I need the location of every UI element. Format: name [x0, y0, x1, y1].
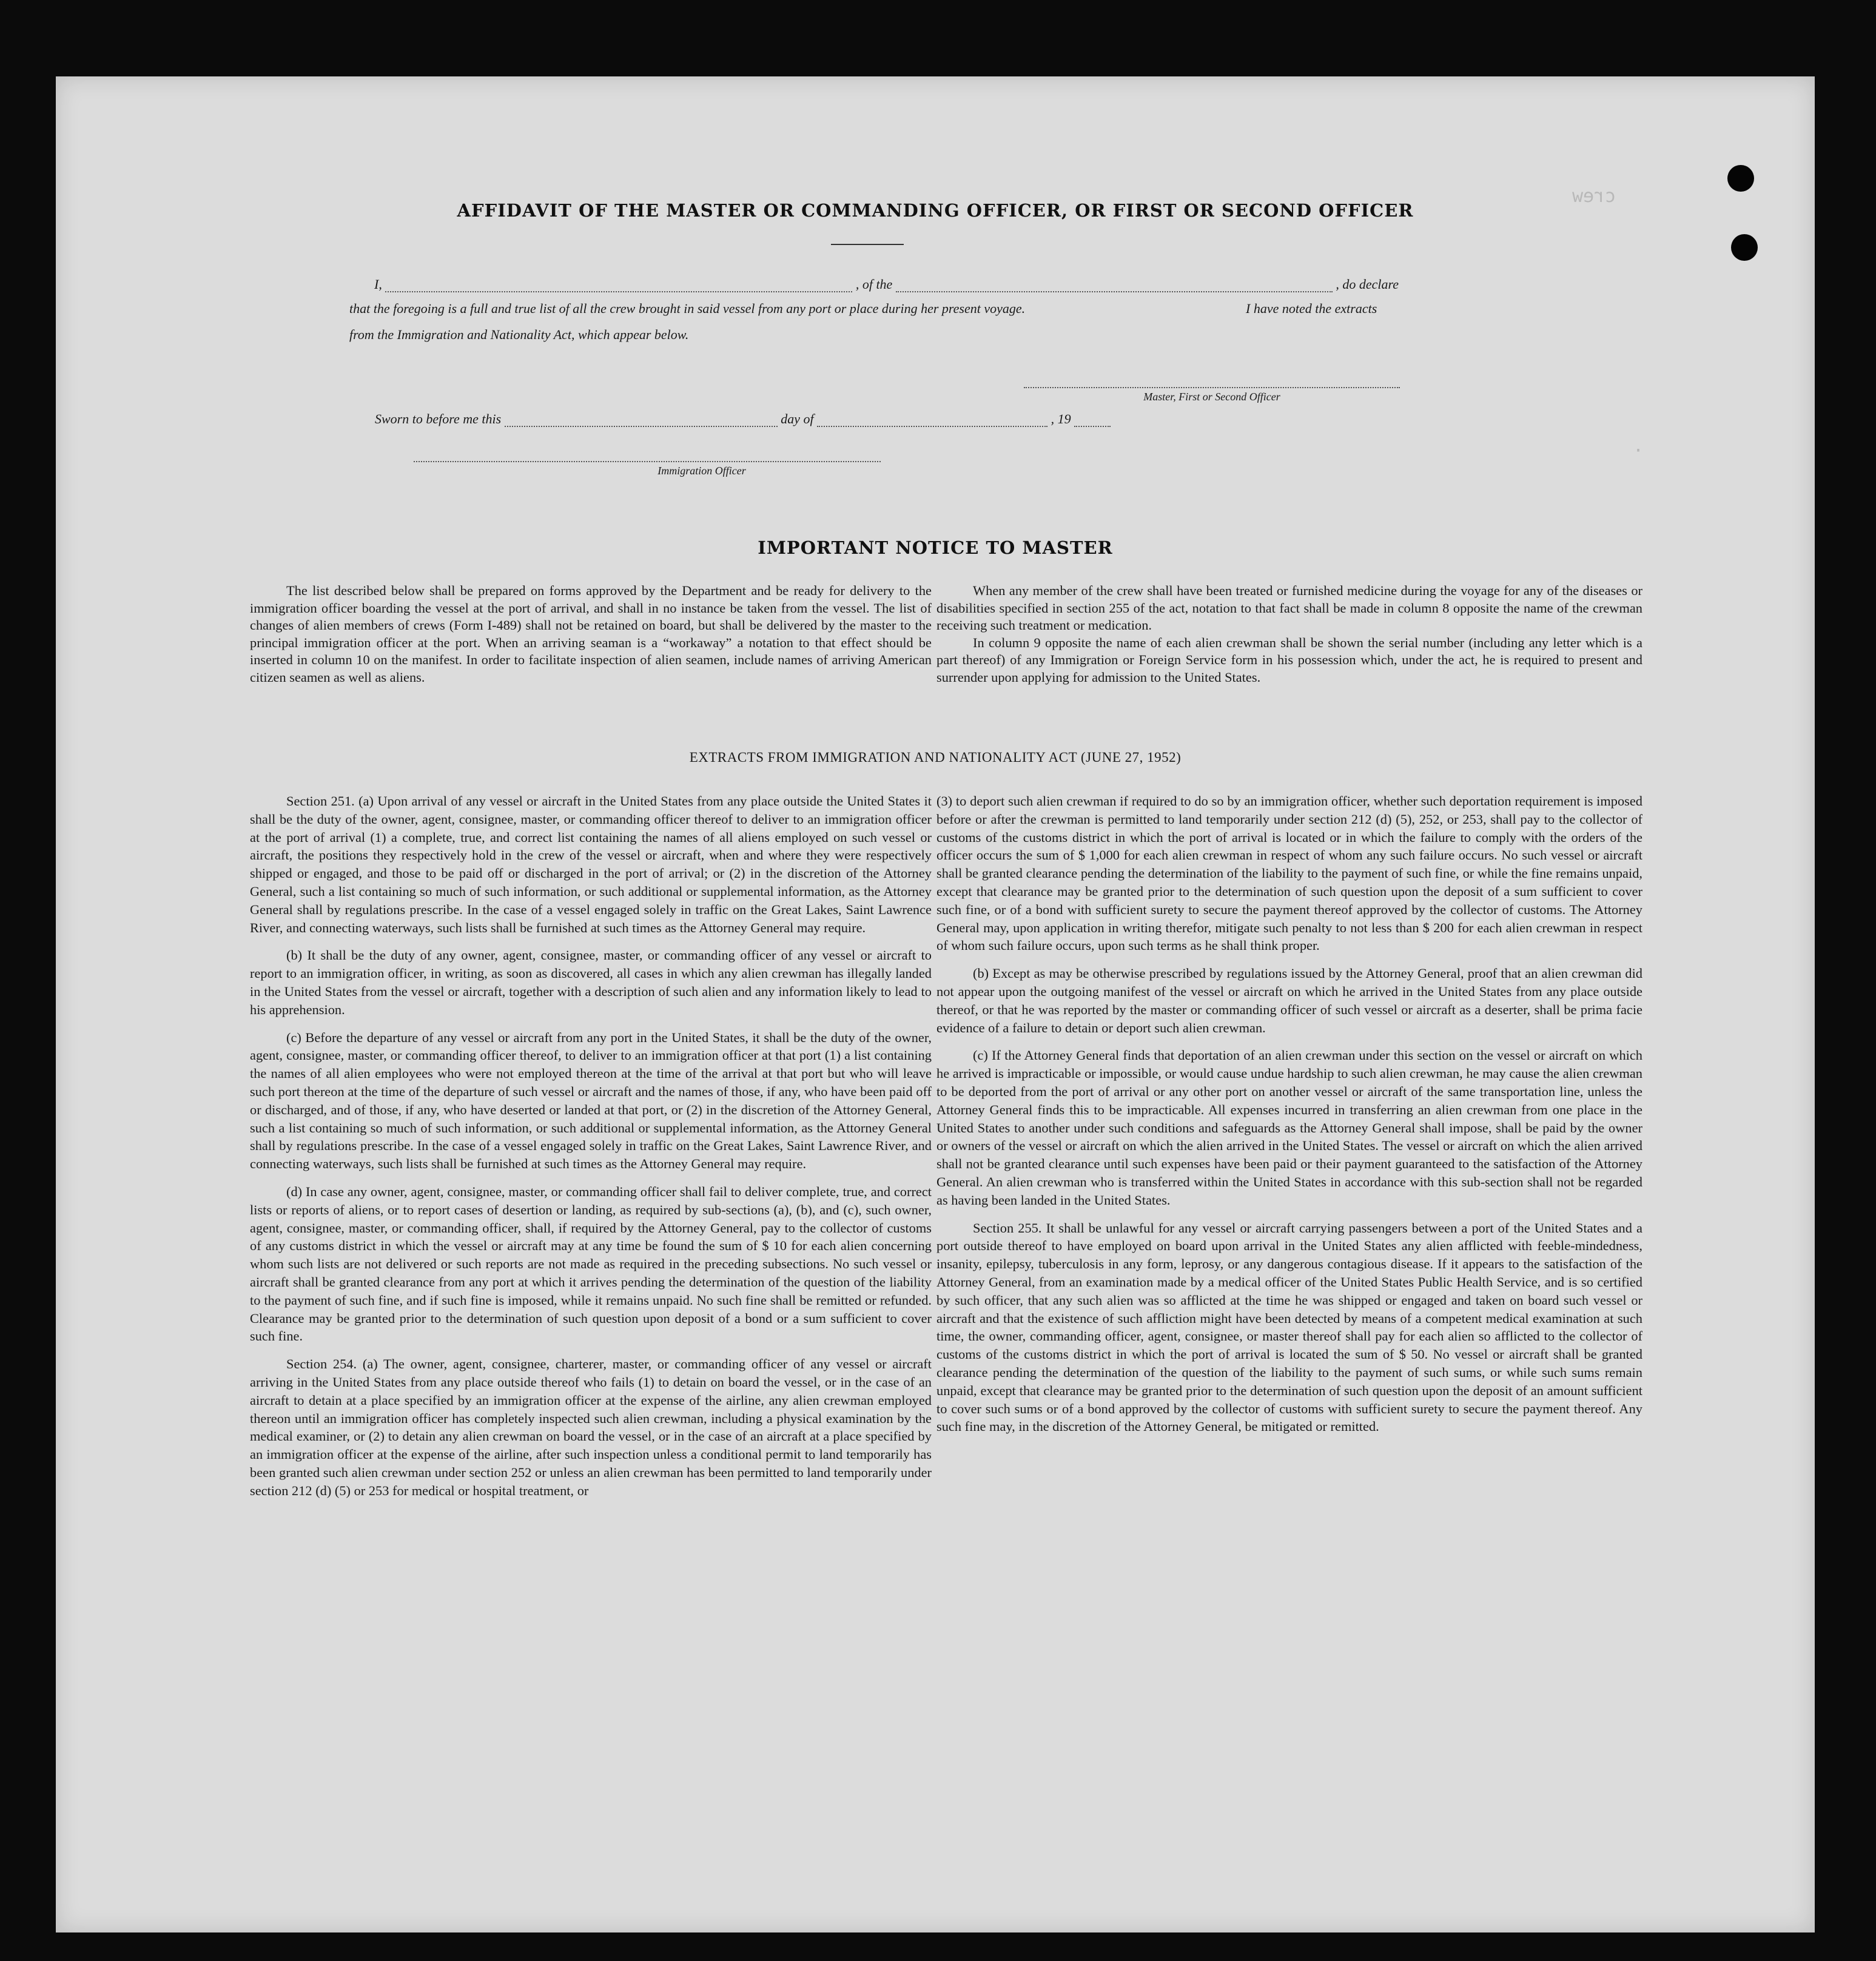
section-251-a: Section 251. (a) Upon arrival of any vessel or aircraft in the United States from any place outside the United States it shall be the duty of the owner, agent, consignee, master, or commanding officer thereof to deliver to an immigration officer at the port of arrival (1) a complete, true, and correct list containing the names of all aliens employed on such vessel or aircraft, the positions they respectively hold in the crew of the vessel or aircraft, when and where they were respectively shipped or engaged, and those to be paid off or discharged in the port of arrival; or (2) in the discretion of the Attorney General, such a list containing so much of such information, or such additional or supplemental information, as the Attorney General shall by regulations prescribe. In the case of a vessel engaged solely in traffic on the Great Lakes, Saint Lawrence River, and connecting waterways, such lists shall be furnished at such times as the Attorney General may require. — [250, 793, 932, 935]
declaration-line-1: that the foregoing is a full and true list of all the crew brought in said vessel from any port or place during her present voyage. — [349, 301, 1026, 316]
document-page — [56, 76, 1815, 1932]
name-field-line — [385, 279, 852, 292]
sworn-line — [375, 411, 1224, 427]
section-254-a: Section 254. (a) The owner, agent, consignee, charterer, master, or commanding officer of any vessel or aircraft arriving in the United States from any place outside thereof who fails (1) to detain on board the vessel, or in the case of an aircraft to detain at a place specified by an immigration officer at the expense of the airline, any alien crewman employed thereon until an immigration officer has completely inspected such alien crewman, including a physical examination by the medical examiner, or (2) to detain any alien crewman on board the vessel, or in the case of an aircraft at a place specified by an immigration officer at the expense of the airline, after such inspection unless a conditional permit to land temporarily has been granted such alien crewman under section 252 or unless an alien crewman has been permitted to land temporarily under section 212 (d) (5) or 253 for medical or hospital treatment, or — [250, 1356, 932, 1498]
sworn-day-line — [505, 414, 778, 427]
i-label: I, — [374, 277, 382, 292]
do-declare-label: , do declare — [1336, 277, 1399, 292]
section-251-c: (c) Before the departure of any vessel or aircraft from any port in the United States, it shall be the duty of the owner, agent, consignee, master, or commanding officer thereof, to deliver to an immigration officer at that port (1) a list containing the names of all alien employees who were not employed thereon at the time of the arrival at that port but who will leave such port thereon at the time of the departure of such vessel or aircraft and the names of those, if any, who have been paid off or discharged, and of those, if any, who have deserted or landed at that port, or (2) in the discretion of the Attorney General, such a list containing so much of such information, or such additional or supplemental information, as the Attorney General shall by regulations prescribe. In the case of a vessel engaged solely in traffic on the Great Lakes, Saint Lawrence River, and connecting waterways, such lists shall be furnished at such times as the Attorney General may require. — [250, 1029, 932, 1172]
punch-hole — [1731, 234, 1758, 261]
vessel-field-line — [896, 279, 1333, 292]
immigration-officer-caption: Immigration Officer — [657, 465, 746, 477]
section-254-b: (b) Except as may be otherwise prescribed by regulations issued by the Attorney General, proof that an alien crewman did not appear upon the outgoing manifest of the vessel or aircraft on which he arrived in the United States from any place outside thereof, or that he was reported by the master or commanding officer of such vessel or aircraft as a deserter, shall be prima facie evidence of a failure to detain or deport such alien crewman. — [936, 966, 1642, 1035]
punch-hole — [1727, 165, 1754, 192]
notice-right-column — [936, 582, 1642, 686]
declaration-line-2: from the Immigration and Nationality Act, which appear below. — [349, 327, 689, 342]
title-underline — [831, 244, 904, 245]
of-the-label: , of the — [855, 277, 893, 292]
affidavit-title: AFFIDAVIT OF THE MASTER OR COMMANDING OFFICER, OR FIRST OR SECOND OFFICER — [457, 200, 1414, 221]
notice-right-text-1: When any member of the crew shall have been treated or furnished medicine during the voyage for any of the diseases or disabilities specified in section 255 of the act, notation to that fact shall be made in column 8 opposite the name of the crewman receiving such treatment or medication. — [936, 583, 1642, 633]
notice-right-text-2: In column 9 opposite the name of each alien crewman shall be shown the serial number (including any letter which is a part thereof) of any Immigration or Foreign Service form in his possession which, under the act, he is required to present and surrender upon applying for admission to the United States. — [936, 634, 1642, 685]
master-signature-caption: Master, First or Second Officer — [1143, 391, 1280, 403]
bleed-through-text: crew — [1572, 186, 1616, 207]
notice-title: IMPORTANT NOTICE TO MASTER — [758, 537, 1113, 558]
year-label: , 19 — [1051, 411, 1071, 426]
immigration-officer-signature-line — [414, 461, 881, 462]
extracts-title: EXTRACTS FROM IMMIGRATION AND NATIONALITY ACT (JUNE 27, 1952) — [689, 750, 1182, 765]
sworn-year-line — [1074, 414, 1111, 427]
notice-left-text: The list described below shall be prepared on forms approved by the Department and be ready for delivery to the immigration officer boarding the vessel at the port of arrival, and shall in no instance be taken from the vessel. The list of changes of alien members of crews (Form I-489) shall not be retained on board, but shall be delivered by the master to the principal immigration officer at the port. When an arriving seaman is a “workaway” a notation to that effect should be inserted in column 10 on the manifest. In order to facilitate inspection of alien seamen, include names of arriving American citizen seamen as well as aliens. — [250, 583, 932, 685]
sworn-label: Sworn to before me this — [375, 411, 502, 426]
section-251-b: (b) It shall be the duty of any owner, agent, consignee, master, or commanding officer of any vessel or aircraft to report to an immigration officer, in writing, as soon as discovered, all cases in which any alien crewman has illegally landed in the United States from the vessel or aircraft, together with a description of such alien and any information likely to lead to his apprehension. — [250, 947, 932, 1017]
extracts-right-column — [936, 792, 1642, 1445]
declaration-noted: I have noted the extracts — [1246, 301, 1377, 316]
notice-left-column — [250, 582, 932, 686]
section-254-c: (c) If the Attorney General finds that deportation of an alien crewman under this section on the vessel or aircraft on which he arrived is impracticable or impossible, or would cause undue hardship to such alien crewman, he may cause the alien crewman to be deported from the port of arrival or any other port on another vessel or aircraft of the same transportation line, unless the Attorney General finds this to be impracticable. All expenses incurred in transferring an alien crewman from one place in the United States to another under such conditions and safeguards as the Attorney General shall impose, shall be paid by the owner or owners of the vessel or aircraft on which the alien arrived in the United States. The vessel or aircraft on which the alien arrived shall not be granted clearance until such expenses have been paid or their payment guaranteed to the satisfaction of the Attorney General. An alien crewman who is transferred within the United States in accordance with this sub-section shall not be regarded as having been landed in the United States. — [936, 1048, 1642, 1208]
bleed-through-text: · — [1633, 440, 1644, 462]
extracts-left-column — [250, 792, 932, 1509]
affidavit-declaration-line — [374, 277, 1521, 292]
section-254-a-continued: (3) to deport such alien crewman if required to do so by an immigration officer, whether such deportation requirement is imposed before or after the crewman is permitted to land temporarily under section 212 (d) (5), 252, or 253, shall pay to the collector of customs of the customs district in which the port of arrival is located or in which the failure to comply with the orders of the officer occurs the sum of $ 1,000 for each alien crewman in respect of whom any such failure occurs. No such vessel or aircraft shall be granted clearance pending the determination of the liability to the payment of such fine, or while the fine remains unpaid, except that clearance may be granted prior to the determination of such question upon the deposit of a sum sufficient to cover such fine, or of a bond with sufficient surety to secure the payment thereof approved by the collector of customs. The Attorney General may, upon application in writing therefor, mitigate such penalty to not less than $ 200 for each alien crewman in respect of whom such failure occurs, upon such terms as he shall think proper. — [936, 793, 1642, 954]
section-255: Section 255. It shall be unlawful for any vessel or aircraft carrying passengers between a port of the United States and a port outside thereof to have employed on board upon arrival in the United States any alien afflicted with feeble-mindedness, insanity, epilepsy, tuberculosis in any form, leprosy, or any dangerous contagious disease. If it appears to the satisfaction of the Attorney General, from an examination made by a medical officer of the United States Public Health Service, and is so certified by such officer, that any such alien was so afflicted at the time he was shipped or engaged and taken on board such vessel or aircraft and that the existence of such affliction might have been detected by means of a competent medical examination at such time, the owner, commanding officer, agent, consignee, or master thereof shall pay for each alien so afflicted to the collector of customs of the customs district in which the port of arrival is located the sum of $ 50. No vessel or aircraft shall be granted clearance pending the determination of the question of the liability to the payment of such sums, or while such sums remain unpaid, except that clearance may be granted prior to the determination of such question upon the deposit of an amount sufficient to cover such sums or of a bond approved by the collector of customs with sufficient surety to secure the payment thereof. Any such fine may, in the discretion of the Attorney General, be mitigated or remitted. — [936, 1220, 1642, 1435]
section-251-d: (d) In case any owner, agent, consignee, master, or commanding officer shall fail to deliver complete, true, and correct lists or reports of aliens, or to report cases of desertion or landing, as required by sub-sections (a), (b), and (c), such owner, agent, consignee, master, or commanding officer, shall, if required by the Attorney General, pay to the collector of customs of any customs district in which the vessel or aircraft may at any time be found the sum of $ 10 for each alien concerning whom such lists are not delivered or such reports are not made as required in the preceding subsections. No such vessel or aircraft shall be granted clearance from any port at which it arrives pending the determination of the question of the liability to the payment of such fine, and if such fine is imposed, while it remains unpaid. No such fine shall be remitted or refunded. Clearance may be granted prior to the determination of such question upon deposit of a bond or a sum sufficient to cover such fine. — [250, 1183, 932, 1344]
sworn-month-line — [817, 414, 1047, 427]
master-signature-line — [1024, 387, 1400, 388]
day-of-label: day of — [781, 411, 814, 426]
